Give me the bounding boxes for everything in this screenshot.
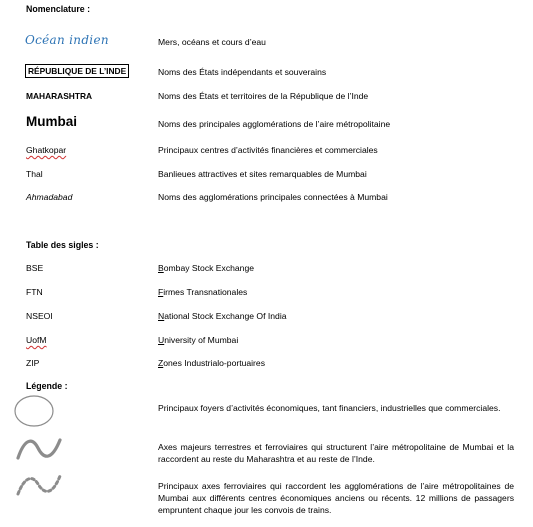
abbr-uofm-text: UofM — [26, 335, 47, 345]
sample-agglomeration: Mumbai — [26, 114, 78, 129]
solid-curve-icon — [16, 432, 66, 466]
desc-banlieue: Banlieues attractives et sites remarquables de Mumbai — [158, 169, 367, 179]
sample-connected-city: Ahmadabad — [26, 192, 73, 202]
sample-centre — [26, 145, 66, 155]
abbr-zip: ZIP — [26, 358, 40, 368]
desc-centre: Principaux centres d’activités financières et commerciales — [158, 145, 378, 155]
legend-solid-curve-text: Axes majeurs terrestres et ferroviaires qui structurent l’aire métropolitaine de Mumbai et la raccordent au reste du Maharashtra et au reste de l’Inde. — [158, 442, 514, 465]
dotted-curve-icon — [16, 470, 66, 500]
nomenclature-heading: Nomenclature : — [26, 4, 91, 14]
sample-ocean: Océan indien — [25, 33, 109, 47]
legend-dotted-curve-text: Principaux axes ferroviaires qui raccordent les agglomérations de l’aire métropolitaines de Mumbai aux différents centres économiques anciens ou récents. 12 millions de passagers empruntent chaque jour les convois de trains. — [158, 481, 514, 516]
sigles-heading: Table des sigles : — [26, 240, 99, 250]
sample-banlieue: Thal — [26, 169, 43, 179]
circle-icon — [12, 393, 58, 429]
abbr-uofm — [26, 335, 47, 345]
desc-agglomeration: Noms des principales agglomérations de l’aire métropolitaine — [158, 119, 391, 129]
full-uofm: University of Mumbai — [158, 335, 239, 345]
desc-ocean: Mers, océans et cours d’eau — [158, 37, 266, 47]
abbr-nseoi: NSEOI — [26, 311, 53, 321]
abbr-ftn: FTN — [26, 287, 43, 297]
sample-country: RÉPUBLIQUE DE L’INDE — [25, 64, 129, 78]
full-ftn: Firmes Transnationales — [158, 287, 248, 297]
full-bse: Bombay Stock Exchange — [158, 263, 255, 273]
legende-heading: Légende : — [26, 381, 68, 391]
sample-state: MAHARASHTRA — [26, 91, 93, 101]
full-zip: Zones Industrialo-portuaires — [158, 358, 265, 368]
full-nseoi: National Stock Exchange Of India — [158, 311, 287, 321]
desc-connected-city: Noms des agglomérations principales connectées à Mumbai — [158, 192, 388, 202]
desc-state: Noms des États et territoires de la République de l’Inde — [158, 91, 369, 101]
legend-circle-text: Principaux foyers d’activités économiques, tant financiers, industrielles que commerciales. — [158, 403, 501, 413]
desc-country: Noms des États indépendants et souverains — [158, 67, 327, 77]
sample-centre-text: Ghatkopar — [26, 145, 67, 155]
abbr-bse: BSE — [26, 263, 44, 273]
